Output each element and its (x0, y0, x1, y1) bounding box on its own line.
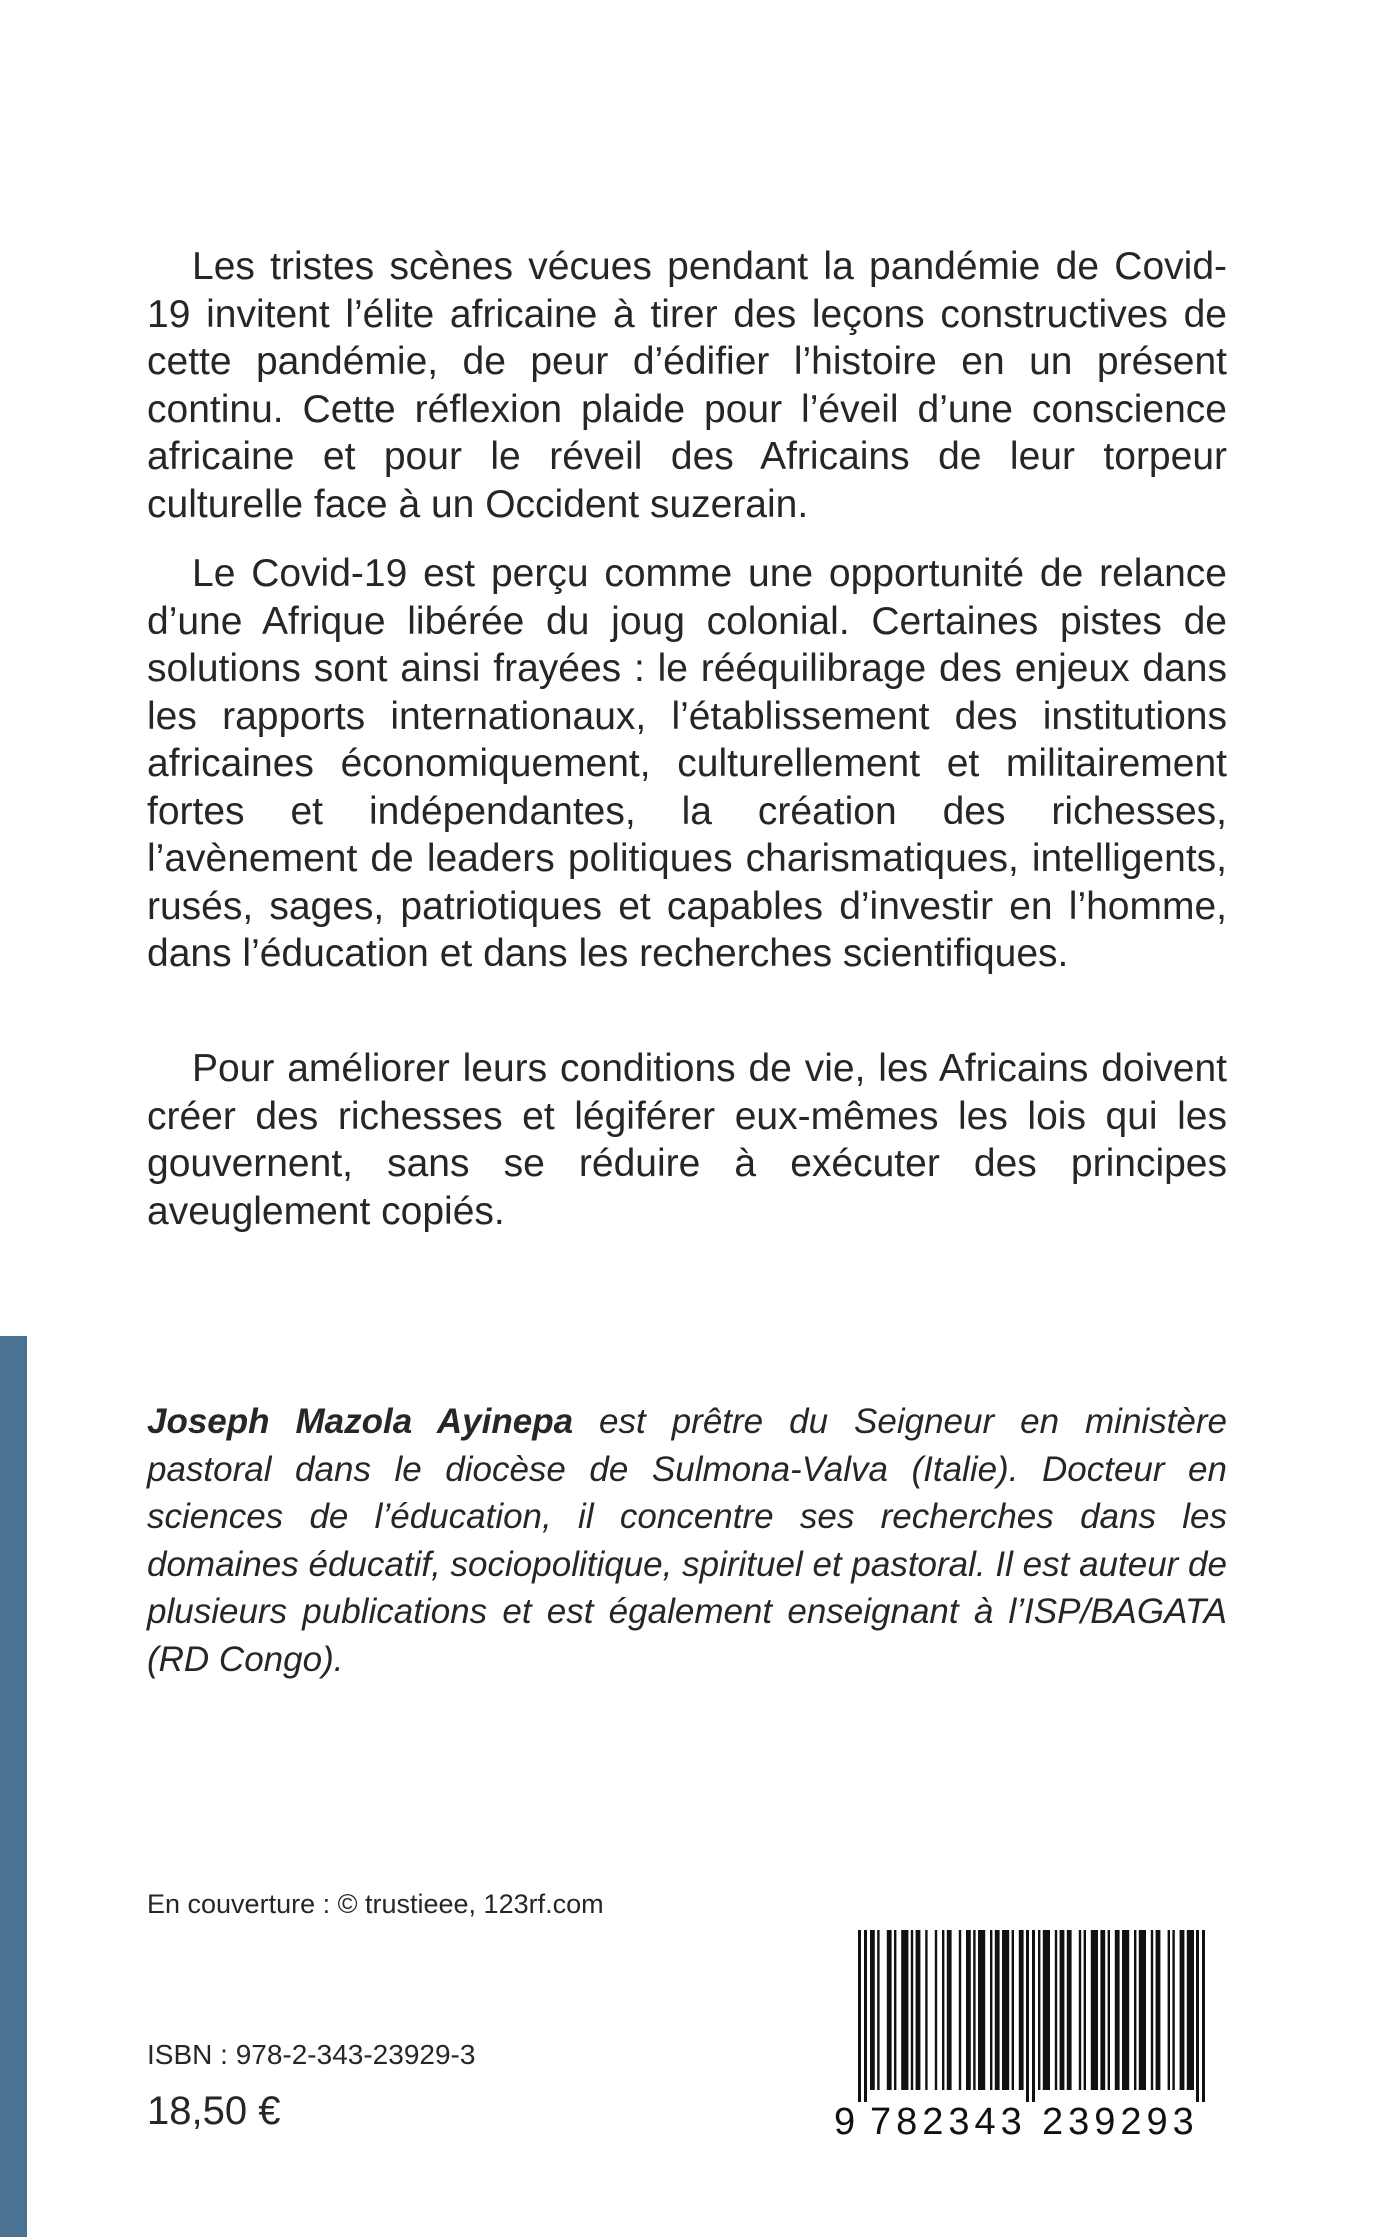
author-bio (147, 1398, 1227, 1683)
barcode-guard-bar (1032, 1930, 1035, 2102)
side-color-band (0, 1336, 27, 2237)
barcode-bar (1151, 1930, 1153, 2090)
barcode-bar (1084, 1930, 1086, 2090)
barcode-bar (894, 1930, 896, 2090)
barcode-bar (870, 1930, 875, 2090)
price: 18,50 € (147, 2089, 281, 2133)
barcode-bar (1172, 1930, 1174, 2090)
barcode-bar (995, 1930, 1000, 2090)
barcode-bar (925, 1930, 927, 2090)
barcode-bar (973, 1930, 975, 2090)
blurb-paragraph-1: Les tristes scènes vécues pendant la pandémie de Covid-19 invitent l’élite africaine à tirer des leçons constructives de cette pandémie, de peur d’édifier l’histoire en un présent continu. Cette réflexion plaide pour l’éveil d’une conscience africaine et pour le réveil des Africains de leur torpeur culturelle face à un Occident suzerain. (147, 245, 1227, 526)
barcode-bar (1012, 1930, 1014, 2090)
barcode-bar (1060, 1930, 1065, 2090)
barcode-guard-bar (1196, 1930, 1199, 2102)
blurb-paragraph-3: Pour améliorer leurs conditions de vie, les Africains doivent créer des richesses et légiférer eux-mêmes les lois qui les gouvernent, sans se réduire à exécuter des principes aveuglement copiés. (147, 1047, 1227, 1233)
barcode-guard-bar (864, 1930, 867, 2102)
barcode-bar (1108, 1930, 1110, 2090)
barcode-bar (901, 1930, 908, 2090)
isbn-barcode (830, 1930, 1230, 2140)
barcode-bar (947, 1930, 952, 2090)
barcode-digit-lead: 9 (834, 2101, 856, 2140)
barcode-guard-bar (858, 1930, 861, 2102)
barcode-bar (966, 1930, 971, 2090)
barcode-bar (1079, 1930, 1081, 2090)
barcode-bar (1168, 1930, 1170, 2090)
barcode-guard-bar (1202, 1930, 1205, 2102)
barcode-bar (1122, 1930, 1129, 2090)
barcode-bar (1043, 1930, 1050, 2090)
barcode-bar (978, 1930, 985, 2090)
isbn: ISBN : 978-2-343-23929-3 (147, 2039, 476, 2070)
barcode-bar (1019, 1930, 1024, 2090)
barcode-bar (1187, 1930, 1194, 2090)
barcode-digits-right: 239293 (1042, 2101, 1199, 2140)
barcode-bar (1038, 1930, 1040, 2090)
barcode-bar (1180, 1930, 1185, 2090)
barcode-bar (877, 1930, 879, 2090)
barcode-digits-left: 782343 (870, 2101, 1027, 2140)
barcode-bar (1002, 1930, 1009, 2090)
barcode-bar (1055, 1930, 1057, 2090)
barcode-bar (935, 1930, 937, 2090)
barcode-bar (1067, 1930, 1072, 2090)
author-bio-text: est prêtre du Seigneur en ministère pastoral dans le diocèse de Sulmona-Valva (Italie). Docteur en sciences de l’éducation, il concentre ses recherches dans les domaines éducatif, sociopolitique, spirituel et pastoral. Il est auteur de plusieurs publications et est également enseignant à l’ISP/BAGATA (RD Congo). (147, 1402, 1227, 1679)
barcode-bar (916, 1930, 921, 2090)
blurb-paragraph-2: Le Covid-19 est perçu comme une opportunité de relance d’une Afrique libérée du joug colonial. Certaines pistes de solutions sont ainsi frayées : le rééquilibrage des enjeux dans les rapports internationaux, l’établissement des institutions africaines économiquement, culturellement et militairement fortes et indépendantes, la création des richesses, l’avènement de leaders politiques charismatiques, intelligents, rusés, sages, patriotiques et capables d’investir en l’homme, dans l’éducation et dans les recherches scientifiques. (147, 552, 1227, 975)
barcode-bar (887, 1930, 892, 2090)
barcode-bar (1156, 1930, 1161, 2090)
barcode-bar (1139, 1930, 1146, 2090)
barcode-bar (959, 1930, 961, 2090)
cover-credit: En couverture : © trustieee, 123rf.com (147, 1889, 604, 1919)
barcode-bar (990, 1930, 992, 2090)
barcode-bar (942, 1930, 944, 2090)
barcode-bar (1100, 1930, 1105, 2090)
barcode-guard-bar (1026, 1930, 1029, 2102)
barcode-bar (911, 1930, 913, 2090)
barcode-bar (1115, 1930, 1120, 2090)
barcode-bar (1134, 1930, 1136, 2090)
author-name: Joseph Mazola Ayinepa (147, 1402, 574, 1441)
barcode-bar (1091, 1930, 1098, 2090)
